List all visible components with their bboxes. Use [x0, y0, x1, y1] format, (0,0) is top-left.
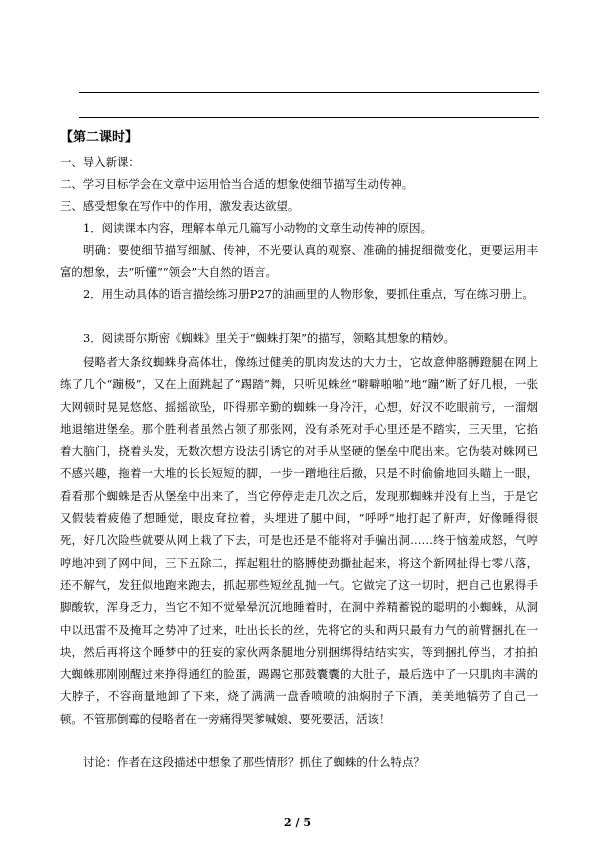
discussion-question: 讨论：作者在这段描述中想象了那些情形？抓住了蜘蛛的什么特点？: [83, 755, 425, 769]
page-number: 2 / 5: [284, 816, 311, 829]
answer-line-2: [79, 117, 539, 118]
answer-line-1: [79, 92, 539, 93]
clarification: 明确：要使细节描写细腻、传神，不光要认真的观察、准确的捕捉细微变化，更要运用丰富的想象，去“听懂”“领会”大自然的语言。: [60, 243, 538, 279]
section-heading: 【第二课时】: [60, 130, 139, 145]
item-one: 一、导入新课：: [60, 155, 140, 169]
item-three: 三、感受想象在写作中的作用，激发表达欲望。: [60, 199, 300, 213]
step-three: 3．阅读哥尔斯密《蜘蛛》里关于“蜘蛛打架”的描写，领略其想象的精妙。: [83, 331, 456, 345]
step-one: 1．阅读课本内容，理解本单元几篇写小动物的文章生动传神的原因。: [83, 221, 432, 235]
item-two: 二、学习目标学会在文章中运用恰当合适的想象使细节描写生动传神。: [60, 177, 414, 191]
step-two: 2．用生动具体的语言描绘练习册P27的油画里的人物形象，要抓住重点，写在练习册上。: [83, 287, 534, 301]
spider-passage: 侵略者大条纹蜘蛛身高体壮，像练过健美的肌肉发达的大力士，它故意伸胳膊蹬腿在网上练了几个“蹦极”，又在上面跳起了“踢踏”舞，只听见蛛丝“噼噼啪啪”地“蹦”断了好几根，一张大网顿时晃晃悠悠、摇摇欲坠，吓得那辛勤的蜘蛛一身冷汗，心想，好汉不吃眼前亏，一溜烟地退缩进堡垒。那个胜利者虽然占领了那张网，没有杀死对手心里还是不踏实，三天里，它掐着大脑门，挠着头发，无数次想方设法引诱它的对手从坚硬的堡垒中爬出来。它伪装对蛛网已不感兴趣，拖着一大堆的长长短短的脚，一步一蹭地往后撤，只是不时偷偷地回头瞄上一眼，看看那个蜘蛛是否从堡垒中出来了，当它停停走走几次之后，发现那蜘蛛并没有上当，于是它又假装着疲倦了想睡觉，眼皮耷拉着，头埋进了腿中间，“呼呼”地打起了鼾声，好像睡得很死，好几次险些就要从网上栽了下去，可是也还是不能将对手骗出洞……终于恼羞成怒，气哼哼地冲到了网中间，三下五除二，挥起粗壮的胳膊使劲撕扯起来，将这个新网扯得七零八落，还不解气，发狂似地跑来跑去，抓起那些短丝乱抛一气。它做完了这一切时，把自己也累得手脚酸软，浑身乏力，当它不知不觉晕晕沉沉地睡着时，在洞中养精蓄锐的聪明的小蜘蛛，从洞中以迅雷不及掩耳之势冲了过来，吐出长长的丝，先将它的头和两只最有力气的前臂捆扎在一块，然后再将这个睡梦中的狂妄的家伙两条腿地分别捆绑得结结实实，等到捆扎停当，才拍拍大蜘蛛那刚刚醒过来挣得通红的脸蛋，踢踢它那鼓囊囊的大肚子，最后选中了一只肌肉丰满的大脖子，不容商量地卸了下来，烧了满满一盘香喷喷的油焖肘子下酒，美美地犒劳了自己一顿。不管那倒霉的侵略者在一旁痛得哭爹喊娘、要死要活，活该！: [60, 355, 538, 726]
